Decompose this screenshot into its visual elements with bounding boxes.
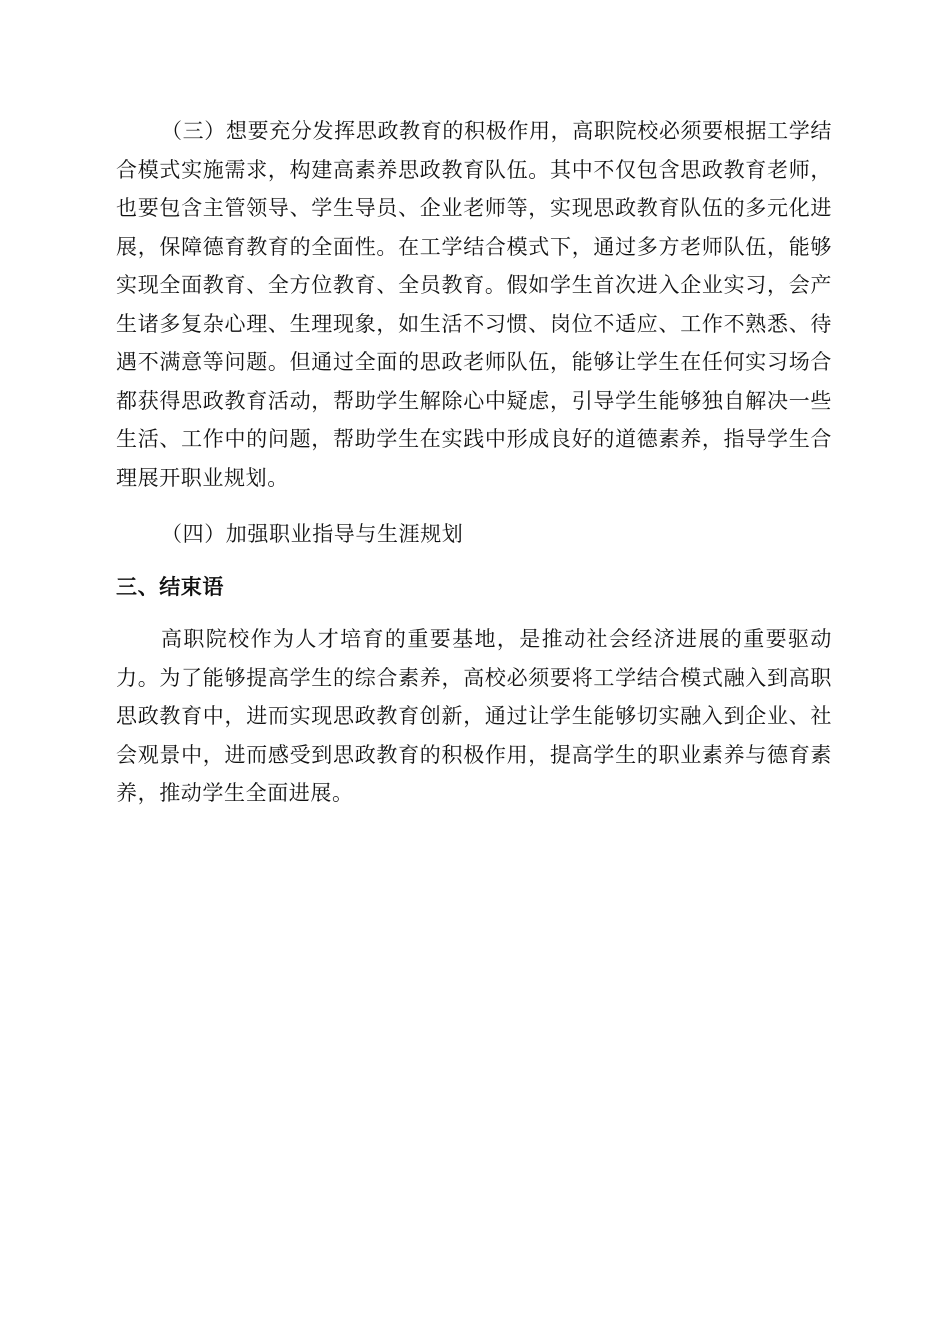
document-body	[116, 112, 832, 813]
section-heading-conclusion: 三、结束语	[116, 574, 224, 599]
paragraph-teacher-team: （三）想要充分发挥思政教育的积极作用，高职院校必须要根据工学结合模式实施需求，构建高素养思政教育队伍。其中不仅包含思政教育老师，也要包含主管领导、学生导员、企业老师等，实现思政教育队伍的多元化进展，保障德育教育的全面性。在工学结合模式下，通过多方老师队伍，能够实现全面教育、全方位教育、全员教育。假如学生首次进入企业实习，会产生诸多复杂心理、生理现象，如生活不习惯、岗位不适应、工作不熟悉、待遇不满意等问题。但通过全面的思政老师队伍，能够让学生在任何实习场合都获得思政教育活动，帮助学生解除心中疑虑，引导学生能够独自解决一些生活、工作中的问题，帮助学生在实践中形成良好的道德素养，指导学生合理展开职业规划。	[116, 119, 832, 490]
paragraph-conclusion: 高职院校作为人才培育的重要基地，是推动社会经济进展的重要驱动力。为了能够提高学生的综合素养，高校必须要将工学结合模式融入到高职思政教育中，进而实现思政教育创新，通过让学生能够切实融入到企业、社会观景中，进而感受到思政教育的积极作用，提高学生的职业素养与德育素养，推动学生全面进展。	[116, 627, 832, 805]
subheading-career-guidance: （四）加强职业指导与生涯规划	[161, 522, 464, 546]
